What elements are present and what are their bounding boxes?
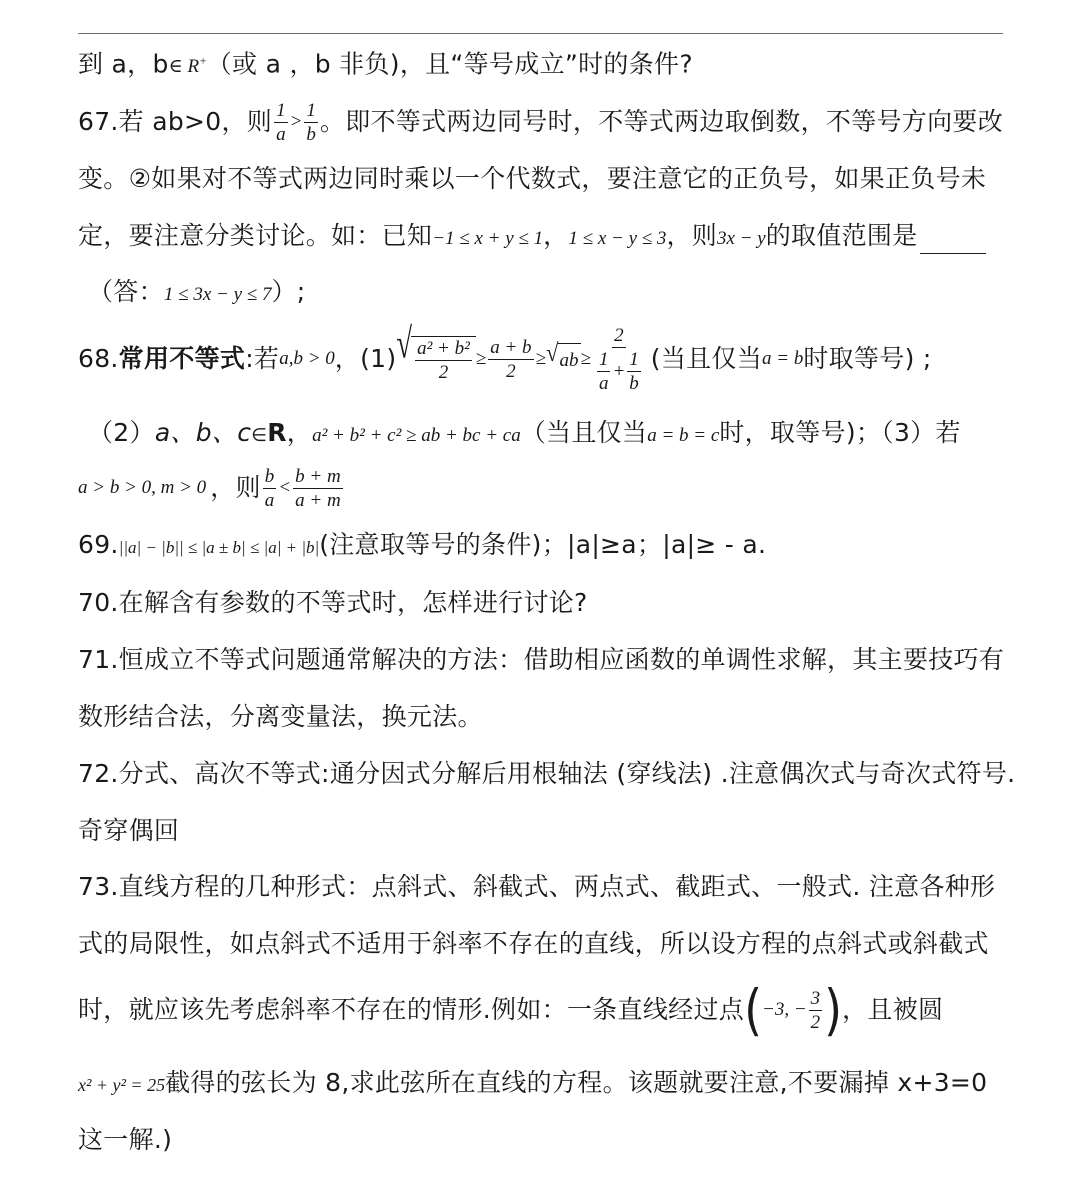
item-71-line-2: 数形结合法，分离变量法，换元法。: [78, 702, 483, 731]
item-67-line-1: [78, 99, 1003, 145]
harmonic-mean: 2 $\frac{1}{a}$ + $\frac{1}{b}$: [598, 324, 639, 394]
item-71-line-1: 71.恒成立不等式问题通常解决的方法：借助相应函数的单调性求解，其主要技巧有: [78, 645, 1005, 674]
fraction-1-over-b: $\frac{1}{b}$: [306, 99, 316, 145]
circle-equation: x² + y² = 25: [78, 1075, 166, 1095]
item-67-answer: （答：1 ≤ 3x − y ≤ 7）;: [88, 277, 306, 306]
item-68-line-3: a > b > 0, m > 0 ，则 $\frac{b}{a}$ < $\frac{b + m}{a + m}$: [78, 465, 341, 511]
quadratic-mean: √ $\frac{\text{a² + b²}}{2}$: [396, 336, 475, 382]
item67-text: 。即不等式两边同号时，不等式两边取倒数，不等号方向要改: [319, 107, 1003, 136]
answer-range: 1 ≤ 3x − y ≤ 7: [163, 284, 272, 305]
condition-ab-positive: a,b > 0: [279, 348, 335, 369]
item-73-line-1: 73.直线方程的几种形式：点斜式、斜截式、两点式、截距式、一般式. 注意各种形: [78, 872, 996, 901]
item-72-line-2: 奇穿偶回: [78, 816, 180, 845]
line1-math: ∈ R+: [168, 56, 207, 78]
fraction-1-over-a: $\frac{1}{a}$: [276, 99, 286, 145]
condition-x-minus-y: 1 ≤ x − y ≤ 3: [568, 228, 667, 249]
item67-label: 67.若 ab>0，则: [78, 107, 273, 136]
arithmetic-mean: $\frac{a + b}{2}$: [490, 336, 532, 382]
item-72-line-1: 72.分式、高次不等式:通分因式分解后用根轴法 (穿线法) .注意偶次式与奇次式符号.: [78, 759, 1016, 788]
item-68-line-2: （2）a、b、c∈R，a² + b² + c² ≥ ab + bc + ca（当且仅当a = b = c时，取等号)；（3）若: [88, 418, 961, 447]
line-1: [78, 47, 693, 82]
common-inequalities-heading: 常用不等式: [118, 344, 246, 373]
item-73-line-3: 时，就应该先考虑斜率不存在的情形.例如：一条直线经过点 ( −3, − $\frac{3}{2}$ ) ，且被圆: [78, 977, 944, 1043]
line1-text-post: （或 a ，b 非负)，且“等号成立”时的条件?: [206, 49, 693, 79]
triangle-inequality: ||a| − |b|| ≤ |a ± b| ≤ |a| + |b|: [118, 538, 320, 557]
fraction-bm-over-am: $\frac{b + m}{a + m}$: [295, 465, 341, 511]
item-70: 70.在解含有参数的不等式时，怎样进行讨论?: [78, 588, 588, 617]
item-69: 69.||a| − |b|| ≤ |a ± b| ≤ |a| + |b|(注意取等号的条件)；|a|≥a；|a|≥ - a.: [78, 530, 767, 559]
expression-3x-minus-y: 3x − y: [717, 228, 766, 249]
item-73-line-4: x² + y² = 25截得的弦长为 8,求此弦所在直线的方程。该题就要注意,不要漏掉 x+3=0: [78, 1068, 988, 1097]
three-variable-inequality: a² + b² + c² ≥ ab + bc + ca: [312, 425, 521, 446]
answer-blank: [920, 229, 986, 254]
item-68-line-1: 68. 常用不等式 :若 a,b > 0 ，(1) √ $\frac{\text{a² + b²}}{2}$ ≥ $\frac{a + b}{2}$ ≥ √ ab ≥ 2 $\frac{1}{a}$ + $\frac{1}{b}$ (当且仅当 a = b 时取等号) ;: [78, 321, 932, 394]
greater-sign: >: [289, 111, 303, 132]
item-73-line-5: 这一解.): [78, 1125, 173, 1154]
fraction-b-over-a: $\frac{b}{a}$: [264, 465, 275, 511]
condition-x-plus-y: −1 ≤ x + y ≤ 1: [432, 228, 544, 249]
item-73-line-2: 式的局限性，如点斜式不适用于斜率不存在的直线，所以设方程的点斜式或斜截式: [78, 929, 989, 958]
item-67-line-2: 变。②如果对不等式两边同时乘以一个代数式，要注意它的正负号，如果正负号未: [78, 164, 987, 193]
item-67-line-3: 定，要注意分类讨论。如：已知−1 ≤ x + y ≤ 1，1 ≤ x − y ≤ 3，则3x − y的取值范围是: [78, 221, 986, 254]
geometric-mean: √ ab: [546, 343, 581, 376]
top-divider: [78, 33, 1003, 34]
point-coordinates: ( −3, − $\frac{3}{2}$ ): [744, 977, 843, 1043]
line1-text-pre: 到 a，b: [78, 49, 169, 79]
